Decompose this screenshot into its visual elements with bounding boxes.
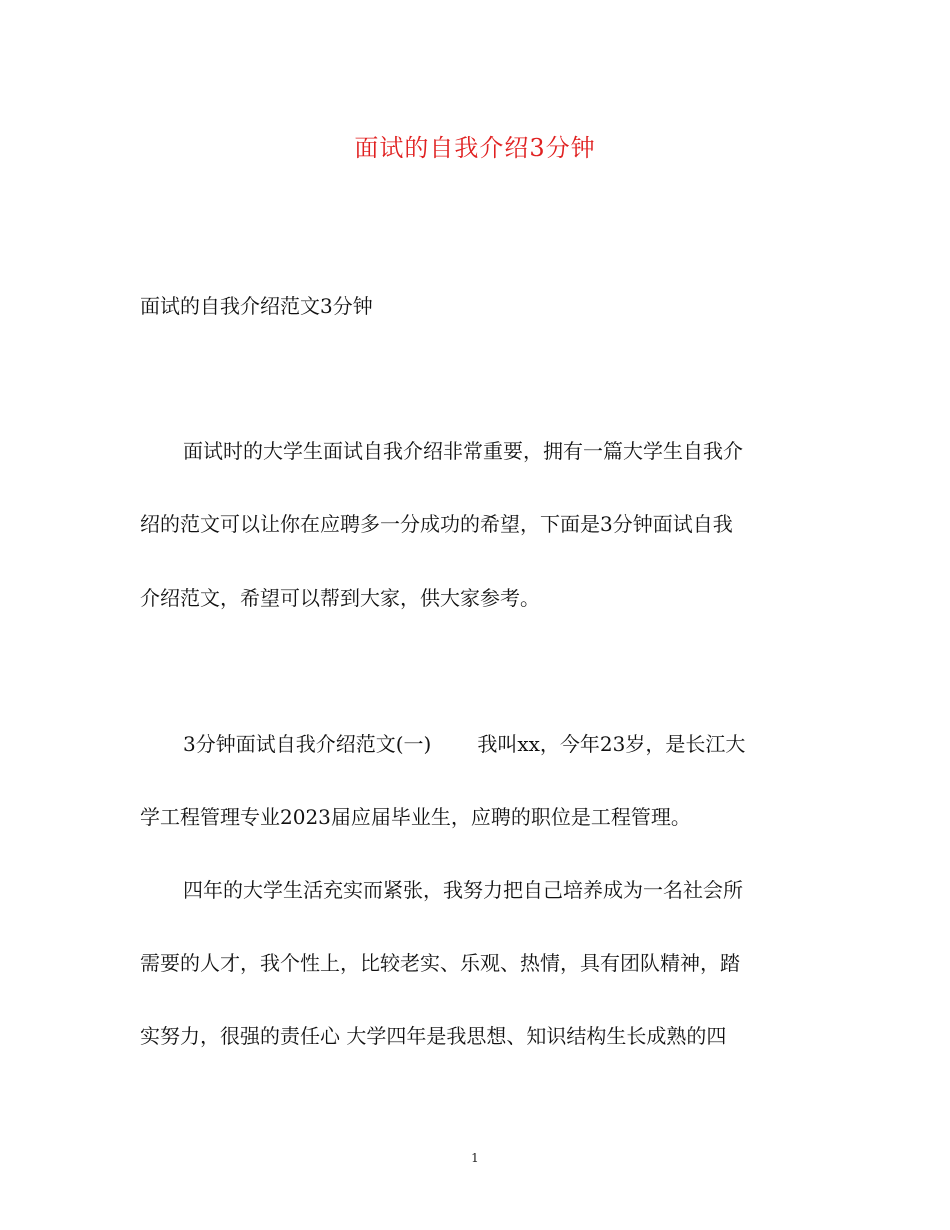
intro-line-3: 介绍范文，希望可以帮到大家，供大家参考。 [140, 586, 540, 610]
document-subtitle: 面试的自我介绍范文3分钟 [140, 294, 373, 318]
section-heading: 3分钟面试自我介绍范文(一) [183, 732, 432, 756]
section-line-1 [183, 728, 745, 760]
intro-line-1: 面试时的大学生面试自我介绍非常重要，拥有一篇大学生自我介 [183, 439, 743, 463]
paragraph-line-1: 四年的大学生活充实而紧张，我努力把自己培养成为一名社会所 [183, 878, 743, 902]
section-line-2: 学工程管理专业2023届应届毕业生，应聘的职位是工程管理。 [140, 805, 691, 829]
section-line-1-text: 我叫xx，今年23岁，是长江大 [477, 732, 746, 756]
intro-line-2: 绍的范文可以让你在应聘多一分成功的希望，下面是3分钟面试自我 [140, 512, 733, 536]
paragraph-line-3: 实努力，很强的责任心 大学四年是我思想、知识结构生长成熟的四 [140, 1024, 727, 1048]
paragraph-line-2: 需要的人才，我个性上，比较老实、乐观、热情，具有团队精神，踏 [140, 951, 740, 975]
page-number: 1 [471, 1151, 479, 1165]
document-title: 面试的自我介绍3分钟 [354, 134, 596, 162]
